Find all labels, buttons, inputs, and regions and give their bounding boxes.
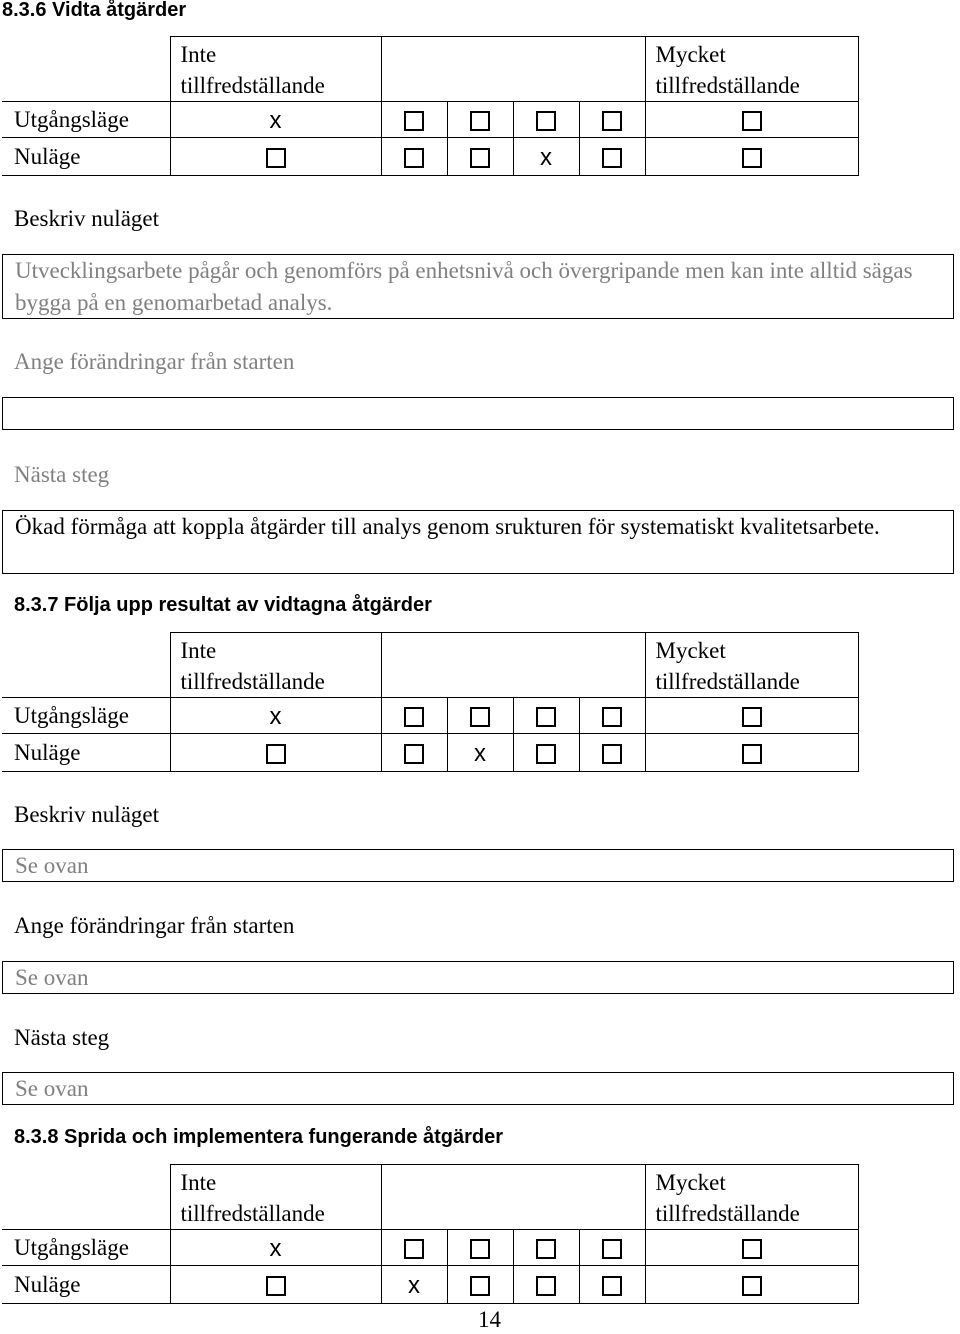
- rating-row-utgangslage: [2, 698, 858, 734]
- checkbox-icon: [404, 1239, 424, 1259]
- checkbox-icon: [602, 744, 622, 764]
- scale-high-text: Mycket tillfredställande: [655, 42, 800, 98]
- checkbox-icon: [536, 111, 556, 131]
- scale-high-label: [645, 633, 858, 698]
- checkbox-icon: [470, 148, 490, 168]
- rating-cell[interactable]: [579, 734, 645, 772]
- scale-high-label: [645, 1165, 858, 1230]
- row-label: Utgångsläge: [2, 102, 170, 138]
- rating-row-utgangslage: [2, 1230, 858, 1266]
- rating-cell[interactable]: [170, 138, 381, 176]
- checkbox-icon: [742, 707, 762, 727]
- checkbox-icon: [742, 1276, 762, 1296]
- section-heading-837: 8.3.7 Följa upp resultat av vidtagna åtgärder: [14, 594, 432, 616]
- row-label: Nuläge: [2, 138, 170, 176]
- changes-label: Ange förändringar från starten: [14, 913, 295, 938]
- rating-cell[interactable]: [381, 1266, 447, 1304]
- rating-cell[interactable]: [381, 734, 447, 772]
- rating-row-nulage: [2, 1266, 858, 1304]
- rating-cell[interactable]: [645, 138, 858, 176]
- checkbox-icon: [536, 1276, 556, 1296]
- rating-cell[interactable]: [381, 102, 447, 138]
- rating-cell[interactable]: [645, 1230, 858, 1266]
- checkbox-icon: [404, 744, 424, 764]
- rating-cell[interactable]: [513, 698, 579, 734]
- rating-cell[interactable]: [645, 102, 858, 138]
- next-step-label: Nästa steg: [14, 1025, 110, 1050]
- checkbox-icon: [602, 707, 622, 727]
- row-label: Utgångsläge: [2, 698, 170, 734]
- rating-cell[interactable]: [579, 1266, 645, 1304]
- checkbox-icon: [742, 744, 762, 764]
- rating-cell[interactable]: [447, 102, 513, 138]
- checkbox-icon: [536, 707, 556, 727]
- scale-low-text: Inte tillfredställande: [180, 1170, 325, 1226]
- checkbox-icon: [742, 1239, 762, 1259]
- rating-cell[interactable]: [579, 102, 645, 138]
- checkbox-icon: [266, 744, 286, 764]
- checkbox-icon: [470, 707, 490, 727]
- changes-field[interactable]: [2, 397, 954, 430]
- rating-row-utgangslage: [2, 102, 858, 138]
- scale-low-label: [170, 1165, 381, 1230]
- rating-cell[interactable]: [381, 1230, 447, 1266]
- checkbox-icon: [470, 1276, 490, 1296]
- rating-cell[interactable]: [513, 102, 579, 138]
- row-label: Nuläge: [2, 734, 170, 772]
- rating-cell[interactable]: [579, 1230, 645, 1266]
- describe-label: Beskriv nuläget: [14, 802, 159, 827]
- rating-table-837: [2, 632, 859, 772]
- rating-cell[interactable]: [513, 1266, 579, 1304]
- checkbox-icon: [602, 1239, 622, 1259]
- rating-cell[interactable]: [170, 734, 381, 772]
- selected-mark: x: [269, 1234, 282, 1262]
- next-step-label: Nästa steg: [14, 462, 110, 487]
- checkbox-icon: [404, 148, 424, 168]
- selected-mark: x: [269, 702, 282, 730]
- describe-label: Beskriv nuläget: [14, 206, 159, 231]
- rating-cell[interactable]: [513, 138, 579, 176]
- changes-field[interactable]: Se ovan: [2, 961, 954, 994]
- checkbox-icon: [602, 111, 622, 131]
- rating-cell[interactable]: [447, 698, 513, 734]
- rating-row-nulage: [2, 734, 858, 772]
- scale-high-text: Mycket tillfredställande: [655, 1170, 800, 1226]
- checkbox-icon: [404, 111, 424, 131]
- next-step-field[interactable]: Se ovan: [2, 1072, 954, 1105]
- rating-cell[interactable]: [513, 1230, 579, 1266]
- checkbox-icon: [602, 148, 622, 168]
- rating-cell[interactable]: [170, 1266, 381, 1304]
- rating-cell[interactable]: [645, 1266, 858, 1304]
- checkbox-icon: [470, 111, 490, 131]
- next-step-field[interactable]: Ökad förmåga att koppla åtgärder till analys genom srukturen för systematiskt kvalitetsarbete.: [2, 510, 954, 574]
- checkbox-icon: [266, 1276, 286, 1296]
- checkbox-icon: [742, 148, 762, 168]
- rating-table-836: [2, 36, 859, 176]
- rating-cell[interactable]: [381, 138, 447, 176]
- scale-low-text: Inte tillfredställande: [180, 42, 325, 98]
- selected-mark: x: [474, 739, 486, 767]
- selected-mark: x: [408, 1271, 420, 1299]
- checkbox-icon: [266, 148, 286, 168]
- section-heading-838: 8.3.8 Sprida och implementera fungerande åtgärder: [14, 1126, 504, 1148]
- section-heading-836: 8.3.6 Vidta åtgärder: [2, 0, 187, 21]
- scale-high-label: [645, 37, 858, 102]
- scale-low-label: [170, 633, 381, 698]
- rating-cell[interactable]: [447, 138, 513, 176]
- page-number: 14: [478, 1307, 501, 1332]
- checkbox-icon: [470, 1239, 490, 1259]
- rating-row-nulage: [2, 138, 858, 176]
- checkbox-icon: [602, 1276, 622, 1296]
- scale-high-text: Mycket tillfredställande: [655, 638, 800, 694]
- rating-cell[interactable]: [579, 698, 645, 734]
- row-label: Nuläge: [2, 1266, 170, 1304]
- changes-label: Ange förändringar från starten: [14, 349, 295, 374]
- rating-cell[interactable]: [170, 698, 381, 734]
- rating-cell[interactable]: [381, 698, 447, 734]
- describe-field[interactable]: Utvecklingsarbete pågår och genomförs på enhetsnivå och övergripande men kan inte alltid sägas bygga på en genomarbetad analys.: [2, 254, 954, 319]
- scale-low-label: [170, 37, 381, 102]
- selected-mark: x: [540, 143, 552, 171]
- rating-cell[interactable]: [170, 1230, 381, 1266]
- rating-cell[interactable]: [645, 734, 858, 772]
- checkbox-icon: [536, 744, 556, 764]
- rating-cell[interactable]: [513, 734, 579, 772]
- rating-cell[interactable]: [447, 1230, 513, 1266]
- row-label: Utgångsläge: [2, 1230, 170, 1266]
- scale-low-text: Inte tillfredställande: [180, 638, 325, 694]
- rating-cell[interactable]: [579, 138, 645, 176]
- checkbox-icon: [404, 707, 424, 727]
- rating-cell[interactable]: [447, 734, 513, 772]
- selected-mark: x: [269, 106, 282, 134]
- rating-table-838: [2, 1164, 859, 1304]
- rating-cell[interactable]: [645, 698, 858, 734]
- checkbox-icon: [742, 111, 762, 131]
- rating-cell[interactable]: [170, 102, 381, 138]
- describe-field[interactable]: Se ovan: [2, 849, 954, 882]
- rating-cell[interactable]: [447, 1266, 513, 1304]
- checkbox-icon: [536, 1239, 556, 1259]
